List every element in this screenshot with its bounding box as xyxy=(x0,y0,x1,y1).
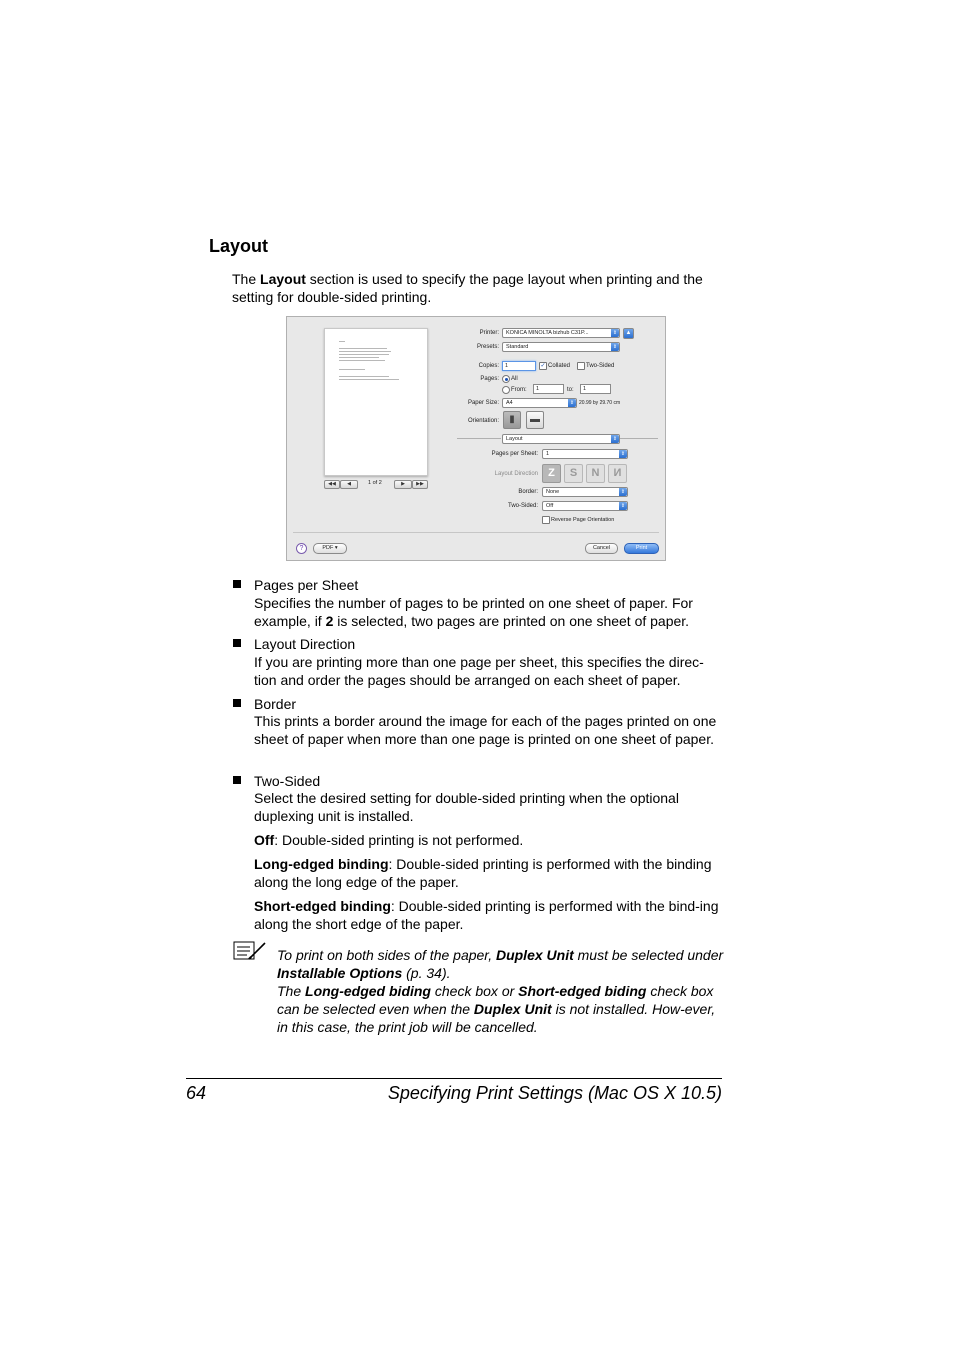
copies-field[interactable]: 1 xyxy=(502,361,536,371)
two-sided-checkbox[interactable] xyxy=(577,362,585,370)
bullet-icon xyxy=(232,580,242,590)
pages-per-sheet-label: Pages per Sheet: xyxy=(491,451,538,457)
presets-label: Presets: xyxy=(476,344,499,350)
item-title-two-sided: Two-Sided xyxy=(254,773,321,789)
presets-popup[interactable]: Standard ⇕ xyxy=(502,342,620,352)
help-icon[interactable]: ? xyxy=(296,543,307,554)
print-button[interactable]: Print xyxy=(624,543,659,554)
copies-label: Copies: xyxy=(478,363,499,369)
landscape-orientation-icon[interactable]: ▬ xyxy=(526,411,544,429)
layout-s-icon[interactable]: S xyxy=(564,464,583,483)
portrait-orientation-icon[interactable]: ▮ xyxy=(503,411,521,429)
pdf-button[interactable]: PDF ▾ xyxy=(313,543,347,554)
two-sided-checkbox-label: Two-Sided xyxy=(586,363,615,369)
item-body-border: This prints a border around the image for each of the pages printed on one sheet of paper when more than one page is printed on one sheet of paper. xyxy=(254,713,717,747)
page-preview xyxy=(324,328,428,476)
section-title: Layout xyxy=(209,236,269,256)
pages-per-sheet-popup[interactable]: 1 ⇕ xyxy=(542,449,628,459)
layout-direction-label: Layout Direction xyxy=(494,471,538,477)
pages-label: Pages: xyxy=(480,376,499,382)
prev-page-button[interactable]: ◀ xyxy=(340,480,358,489)
bullet-icon xyxy=(232,776,242,786)
item-body-pages-per-sheet: Specifies the number of pages to be printed on one sheet of paper. For example, if 2 is selected, two pages are printed on one sheet of paper. xyxy=(254,595,693,629)
print-dialog xyxy=(286,316,666,561)
layout-reverse-n-icon[interactable]: И xyxy=(608,464,627,483)
page-number: 64 xyxy=(186,1083,207,1103)
reverse-orientation-label: Reverse Page Orientation xyxy=(551,517,615,523)
layout-n-icon[interactable]: N xyxy=(586,464,605,483)
border-label: Border: xyxy=(518,489,538,495)
pages-from-label: From: xyxy=(511,387,527,393)
page-indicator: 1 of 2 xyxy=(368,480,382,486)
border-popup[interactable]: None ⇕ xyxy=(542,487,628,497)
item-body-two-sided: Select the desired setting for double-sided printing when the optional duplexing unit is installed. xyxy=(254,790,679,824)
printer-popup[interactable]: KONICA MINOLTA bizhub C31P... ⇕ xyxy=(502,328,620,338)
footer-rule xyxy=(186,1078,722,1079)
note-icon xyxy=(233,939,267,963)
item-title-layout-direction: Layout Direction xyxy=(254,636,356,652)
orientation-label: Orientation: xyxy=(467,418,499,424)
first-page-button[interactable]: ◀◀ xyxy=(324,480,340,489)
panel-popup[interactable]: Layout ⇕ xyxy=(502,434,620,444)
bullet-icon xyxy=(232,639,242,649)
reverse-orientation-checkbox[interactable] xyxy=(542,516,550,524)
paper-dimensions: 20.99 by 29.70 cm xyxy=(579,400,621,406)
pages-from-radio[interactable] xyxy=(502,386,510,394)
option-long-edged: Long-edged binding: Double-sided printing is performed with the binding along the long edge of the paper. xyxy=(254,856,712,890)
item-title-border: Border xyxy=(254,696,297,712)
collated-label: Collated xyxy=(548,363,571,369)
disclosure-triangle-icon[interactable]: ▲ xyxy=(623,328,634,339)
layout-z-icon[interactable]: Z xyxy=(542,464,561,483)
two-sided-popup[interactable]: Off ⇕ xyxy=(542,501,628,511)
collated-checkbox[interactable]: ✓ xyxy=(540,363,546,369)
pages-from-field[interactable]: 1 xyxy=(533,384,564,394)
pages-to-field[interactable]: 1 xyxy=(580,384,611,394)
pages-all-radio[interactable] xyxy=(502,375,510,383)
intro-paragraph: The Layout section is used to specify the page layout when printing and the setting for double-sided printing. xyxy=(232,271,703,305)
two-sided-label: Two-Sided: xyxy=(507,503,538,509)
item-title-pages-per-sheet: Pages per Sheet xyxy=(254,577,359,593)
footer-title: Specifying Print Settings (Mac OS X 10.5) xyxy=(387,1083,722,1103)
bullet-icon xyxy=(232,699,242,709)
paper-size-label: Paper Size: xyxy=(467,400,499,406)
pages-all-label: All xyxy=(511,376,518,382)
pages-to-label: to: xyxy=(567,387,574,393)
next-page-button[interactable]: ▶ xyxy=(394,480,412,489)
note-text: To print on both sides of the paper, Duplex Unit must be selected under Installable Options (p. 34). The Long-edged biding check box or Short-edged biding check box can be selected even when the Duplex Unit is not installed. How-ever, in this case, the print job will be cancelled. xyxy=(277,947,724,1035)
last-page-button[interactable]: ▶▶ xyxy=(412,480,428,489)
cancel-button[interactable]: Cancel xyxy=(585,543,618,554)
option-short-edged: Short-edged binding: Double-sided printing is performed with the bind-ing along the short edge of the paper. xyxy=(254,898,719,932)
printer-label: Printer: xyxy=(479,330,499,336)
option-off: Off: Double-sided printing is not performed. xyxy=(254,832,524,848)
item-body-layout-direction: If you are printing more than one page per sheet, this specifies the direc-tion and order the pages should be arranged on each sheet of paper. xyxy=(254,654,704,688)
paper-size-popup[interactable]: A4 ⇕ xyxy=(502,398,577,408)
